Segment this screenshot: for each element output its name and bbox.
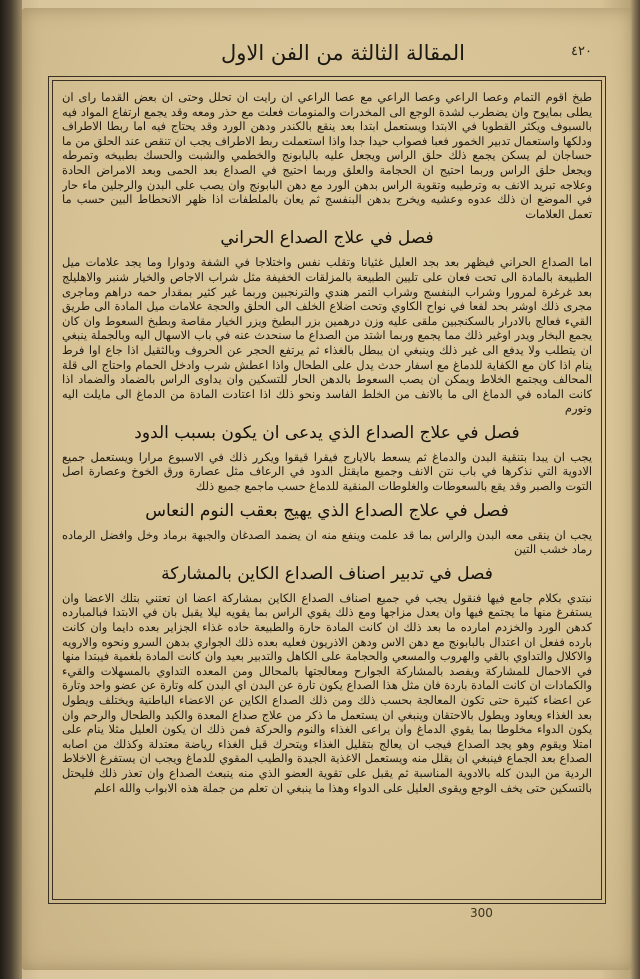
running-title: المقالة الثالثة من الفن الاول: [221, 41, 466, 65]
chapter-heading: فصل في تدبير اصناف الصداع الكاين بالمشاركة: [161, 563, 493, 584]
text-block: [62, 90, 592, 890]
chapter-heading: فصل في علاج الصداع الذي يهيج بعقب النوم النعاس: [145, 500, 509, 521]
page: [22, 8, 632, 970]
page-number-top: ٤٢٠: [571, 44, 592, 59]
chapter-heading: فصل في علاج الصداع الذي يدعى ان يكون بسبب الدود: [134, 422, 520, 443]
page-edge-shadow: [630, 0, 640, 979]
paragraph: طبخ اقوم التمام وعصا الراعي وعصا الراعي مع عصا الراعي ان رايت ان تحلل وحتى ان بعض القدما راى ان يطلى بمايوح وان يضطرب لشدة الوجع الى المخدرات والمنومات فعلت مع حذر ومعه وقد يجمع ارتفاع المواد فيه بالسبوف ويكثر القطوبا في الابتدا ويستعمل ابتدا بعد ينقع بالكندر ودهن الورد وقد يحتاج فيه اما ربطا الاطراف ودلكها واستعمال تدبير الخمور فعبا فصواب حيدا جدا واذا استعملت ربط الاطراف يجب ان تنقص عند الحلق من ما حساجان لم يسكن يجمع ذلك حلق الراس ويجعل عليه بالبابونج والخطمي والشبت والحسك بطبيخه وتمرطه ويجعل حلق الراس وربما احتيج ان الحجامة والعلق وربما احتيج في الصداع بعد الحمى وبعد الامراض الحادة وعلاجه تبريد الانف به وترطيبه وتقوية الراس بدهن الورد مع دهن البابونج وان يصب على البدن والرجلين ماء حار في الموضع ان ذلك عدوه وعشيه ويخرج بدهن البنفسج ثم يعان بالملطفات اذا ظهر الانحطاط البين حسب ما تعمل العلامات: [62, 90, 592, 221]
paragraph: يجب ان يبدا بتنقية البدن والدماغ ثم يسعط بالايارج فيقرا قيقوا ويكرر ذلك في الاسبوع مرارا ويستعمل جميع الادوية التي نذكرها في باب نتن الانف وجميع مايقتل الدود في الرعاف مثل عصارة ورق الخوخ وعصارة اصل التوت والصبر وقد يقع بالسعوطات والغلوطات المنقية للدماغ حسب ماجمع جميع ذلك: [62, 449, 592, 494]
paragraph: يجب ان ينقى معه البدن والراس بما قد علمت وينفع منه ان يضمد الصدغان والجبهة برماد وخل وافضل الرماده رماد خشب التين: [62, 527, 592, 557]
paragraph: نبتدي بكلام جامع فيها فنقول يجب في جميع اصناف الصداع الكاين بمشاركة اعضا ان تعتني بتلك الاعضا وان يستفرغ منها ما يجتمع فيها وان يعدل مزاجها ومع ذلك يقوي الراس بما يقويه ليلا يقبل بان في الابتدا فبالمبارده كدهن الورد والخزدم امارده ما بعد ذلك ان كانت المادة حارة والطبيعة حاده غذاء الجزاير بعده دايما وان كانت بارده ففعل ان اعتدال بالبابونج مع دهن الاس ودهن الاذريون فعليه بعده ذلك الجواري بدهن السرو ونحوه والارويه والاكلال والتداوي بالقي والهروب والمسعي والحجامة على الكاهل والتدبير بعيد وان كانت المادة بلغمية فيبتدا منها في الاحمال للمشاركة ويفصد بالمشاركة الجوارح ومعالجتها بالمحالل ومن المعده التداوي بالمسهلات والقيء والكمادات ان كانت المادة باردة فان مثل هذا الصداع يكون تارة عن البدن اي البدن كله وتارة عن عضو واحد وتارة عن اعضاء كثيرة حتى تكون المعالجة بحسب ذلك ومن ذلك الصداع الكاين عن الاعضاء الباطنية ويختلف ويطول بعد الغذاء ويعاود ويطول بالاحتقان وينبغي ان يستعمل ما ذكر من علاج صداع المعدة والكبد والطحال والرحم وان يكون الدواء مخلوطا بما يقوي الدماغ وان يراعى الغذاء والنوم والحركة فمن ذلك ان يكون العليل مثلا ينام على امتلا ويقوم وهو يجد الصداع فيجب ان يعالج بتقليل الغذاء ويتحرك قبل الغذاء رياضة معتدلة وكذلك من اصابه الصداع بعد الجماع فينبغي ان يقلل منه ويستعمل الاغذية الجيدة والطيب المقوي للدماغ ويجب ان يستفرغ الاخلاط الردية من البدن كله بالادوية المناسبة ثم يقبل على تقوية العضو الذي منه ينبعث الصداع وان تعذر ذلك فليحتل بالتسكين حتى يخف الوجع ويقوى العليل على الدواء وهذا ما ينبغي ان تعلم من جملة هذه الابواب والله اعلم: [62, 590, 592, 795]
paragraph: اما الصداع الحراني فيظهر بعد بجد العليل غثيانا وتقلب نفس واختلاجا في الشفة ودوارا وما يجد علامات ميل الطبيعة بالمادة الى تحت فعان على تليين الطبيعة بالمزلقات الخفيفة مثل شراب الاجاص والخيار شنبر والاهليلج بعد غرغرة لمرورا وشراب البنفسج وشراب التمر هندي والترنجبين وربما غير كثير بمقدار حمه دراهم وماجرى مجرى ذلك اوشر بحد لفعا في نواح الكاوي وتحت اضلاع الخلف الى الحلق والحجة علامات ميل المادة الى طريق القيء فعالج بالادرار بالسكنجبين ملقى عليه وزن درهمين بزر البطيخ ويزر الخيار مقاصة وبطبخ السعوط وان كان يجمع البخار ويدر اوغير ذلك مما يجمع وربما اشتد من الصداع ما سنحدث عنه في باب الاسهال اليه وبالجملة ينبغي ان يتطلب ولا يدفع الى غير ذلك وينبغي ان يبطل بالغذاء ثم يرتفع الحجر عن الحروف وبالثقيل اذا جاع اوا فرط ينام اذا كان مع الكفاية للدماغ مع اسفار حدث يدل على الطحال واذا اعطش شرب وادخل الحمام واحتاج الى قلة المحالف ويجتمع الخلاط ويمكن ان يصب السعوط بالدهن الحار للتسكين وان يداوى الراس بالضماد والضماد اذا كانت الماده في الدماغ الى ما بالانف من الخلط الفاسد ونحو ذلك اذا اعتادت المادة من الدماغ الى مايلت اليه وتورم: [62, 255, 592, 416]
page-header: [82, 36, 604, 70]
folio-number: 300: [470, 906, 493, 920]
chapter-heading: فصل في علاج الصداع الحراني: [220, 228, 434, 249]
book-binding-edge: [0, 0, 22, 979]
